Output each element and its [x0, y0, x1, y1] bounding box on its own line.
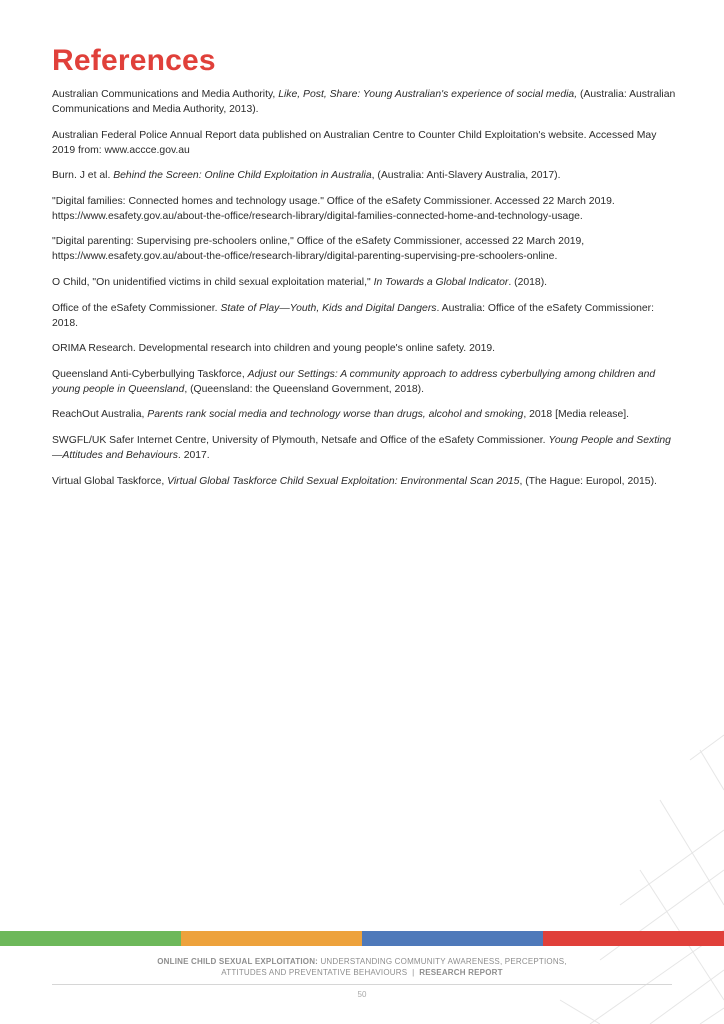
- reference-text: Australian Federal Police Annual Report data published on Australian Centre to Counter Child Exploitation's website. Accessed May 2019 from: www.accce.gov.au: [52, 129, 657, 156]
- reference-title: In Towards a Global Indicator: [373, 276, 509, 288]
- reference-title: Adjust our Settings: A community approach to address cyberbullying among children and young people in Queensland: [52, 368, 656, 395]
- reference-text: Burn. J et al.: [52, 170, 114, 182]
- reference-text: , (Australia: Anti-Slavery Australia, 2017).: [371, 170, 561, 182]
- reference-title: Behind the Screen: Online Child Exploitation in Australia: [113, 170, 372, 182]
- reference-title: State of Play—Youth, Kids and Digital Dangers: [220, 302, 437, 314]
- reference-text: O Child, "On unidentified victims in child sexual exploitation material,": [52, 276, 374, 288]
- reference-text: . (2018).: [508, 276, 548, 288]
- reference-title: Young People and Sexting—Attitudes and Behaviours: [52, 434, 671, 461]
- footer-report-bold: ONLINE CHILD SEXUAL EXPLOITATION:: [157, 957, 319, 966]
- footer-report-type: RESEARCH REPORT: [419, 967, 503, 977]
- footer-report-rest: UNDERSTANDING COMMUNITY AWARENESS, PERCEPTIONS,: [318, 957, 567, 966]
- reference-text: "Digital families: Connected homes and technology usage." Office of the eSafety Commissioner. Accessed 22 March 2019. https://www.esafety.gov.au/about-the-office/research-library/digital-families-connected-home-and-technology-usage.: [52, 195, 615, 222]
- page-title: References: [52, 44, 216, 77]
- reference-text: Virtual Global Taskforce,: [52, 475, 168, 487]
- footer-report-line2: ATTITUDES AND PREVENTATIVE BEHAVIOURS: [221, 967, 408, 977]
- reference-item: [52, 301, 676, 331]
- reference-text: ORIMA Research. Developmental research into children and young people's online safety. 2019.: [52, 343, 496, 355]
- color-bar-blue: [362, 931, 543, 946]
- reference-item: [52, 474, 676, 489]
- page-number: 50: [357, 990, 367, 999]
- reference-item: [52, 168, 676, 183]
- reference-text: SWGFL/UK Safer Internet Centre, University of Plymouth, Netsafe and Office of the eSafety Commissioner.: [52, 434, 549, 446]
- reference-item: [52, 275, 676, 290]
- reference-text: ReachOut Australia,: [52, 409, 148, 421]
- reference-list: [52, 87, 676, 499]
- reference-item: [52, 433, 676, 463]
- reference-text: , 2018 [Media release].: [523, 409, 630, 421]
- footer-report-title: [0, 957, 724, 978]
- reference-text: Office of the eSafety Commissioner.: [52, 302, 221, 314]
- reference-text: "Digital parenting: Supervising pre-schoolers online," Office of the eSafety Commissioner, accessed 22 March 2019, https://www.esafety.gov.au/about-the-office/research-library/digital-parenting-supervising-pre-schoolers-online.: [52, 236, 585, 263]
- footer-separator: |: [412, 967, 415, 977]
- reference-item: [52, 87, 676, 117]
- reference-item: [52, 194, 676, 224]
- reference-item: [52, 128, 676, 158]
- color-bar: [0, 931, 724, 946]
- reference-item: [52, 341, 676, 356]
- reference-item: [52, 407, 676, 422]
- reference-title: Parents rank social media and technology worse than drugs, alcohol and smoking: [147, 409, 524, 421]
- reference-item: [52, 367, 676, 397]
- color-bar-green: [0, 931, 181, 946]
- reference-text: (Australia: Australian Communications and Media Authority, 2013).: [52, 89, 676, 115]
- reference-text: , (The Hague: Europol, 2015).: [519, 475, 657, 487]
- reference-title: Like, Post, Share: Young Australian's experience of social media,: [278, 89, 578, 100]
- footer-divider: [52, 984, 672, 985]
- color-bar-red: [543, 931, 724, 946]
- reference-text: . 2017.: [177, 449, 210, 461]
- reference-item: [52, 234, 676, 264]
- reference-text: , (Queensland: the Queensland Government, 2018).: [184, 383, 425, 395]
- reference-text: Queensland Anti-Cyberbullying Taskforce,: [52, 368, 248, 380]
- reference-title: Virtual Global Taskforce Child Sexual Exploitation: Environmental Scan 2015: [167, 475, 520, 487]
- color-bar-orange: [181, 931, 362, 946]
- reference-text: Australian Communications and Media Authority,: [52, 89, 279, 100]
- reference-text: . Australia: Office of the eSafety Commissioner: 2018.: [52, 302, 655, 329]
